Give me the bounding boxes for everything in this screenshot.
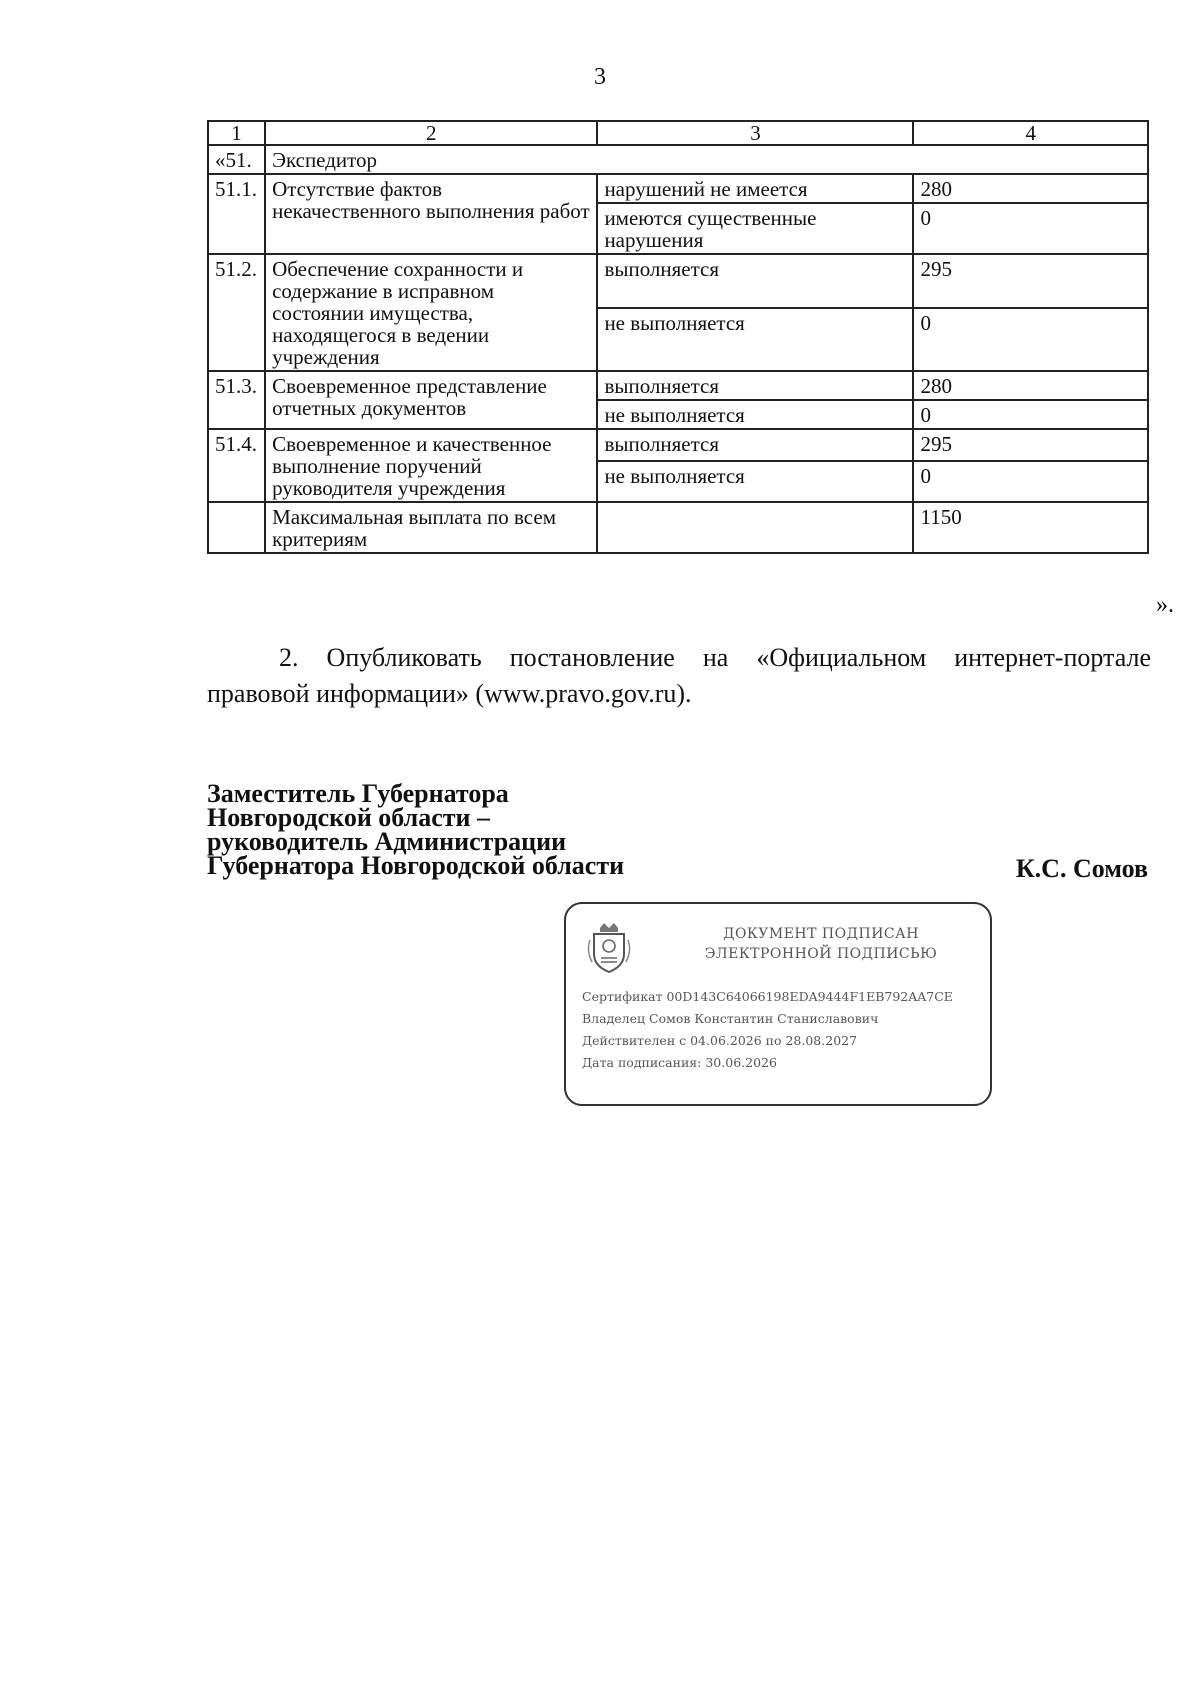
table-row [208, 174, 1148, 203]
table-row [208, 429, 1148, 461]
total-number-cell [208, 502, 265, 553]
coat-of-arms-icon [586, 920, 632, 974]
row-number: 51.4. [208, 429, 265, 502]
electronic-signature-stamp [564, 902, 992, 1106]
total-row [208, 502, 1148, 553]
signer-position-line: Губернатора Новгородской области [207, 851, 625, 880]
option-value: 0 [913, 308, 1148, 371]
stamp-certificate: Сертификат 00D143C64066198EDA9444F1EB792AA7CE [582, 989, 953, 1004]
section-title: Экспедитор [265, 145, 1148, 174]
total-empty-cell [597, 502, 913, 553]
criterion-text: Обеспечение сохранности и содержание в исправном состоянии имущества, находящегося в ведении учреждения [265, 254, 597, 371]
option-value: 280 [913, 371, 1148, 400]
signer-name: К.С. Сомов [1015, 854, 1148, 883]
section-row [208, 145, 1148, 174]
stamp-validity: Действителен с 04.06.2026 по 28.08.2027 [582, 1033, 858, 1048]
signer-position-line: Заместитель Губернатора [207, 779, 509, 808]
header-col-2: 2 [265, 121, 597, 145]
table-row [208, 371, 1148, 400]
option-label: выполняется [597, 254, 913, 308]
total-value: 1150 [913, 502, 1148, 553]
closing-quote: ». [1156, 592, 1174, 618]
option-label: не выполняется [597, 308, 913, 371]
signer-position [207, 779, 625, 880]
option-value: 295 [913, 254, 1148, 308]
option-value: 0 [913, 203, 1148, 254]
stamp-details [582, 986, 953, 1074]
stamp-title-line: ДОКУМЕНТ ПОДПИСАН [723, 926, 919, 942]
stamp-title [656, 924, 986, 964]
page-number: 3 [594, 64, 606, 90]
option-label: не выполняется [597, 461, 913, 502]
option-label: выполняется [597, 371, 913, 400]
option-label: не выполняется [597, 400, 913, 429]
header-col-4: 4 [913, 121, 1148, 145]
criterion-text: Отсутствие фактов некачественного выполнения работ [265, 174, 597, 254]
option-value: 295 [913, 429, 1148, 461]
publication-paragraph: 2. Опубликовать постановление на «Официальном интернет-портале правовой информации» (www.pravo.gov.ru). [207, 643, 1151, 708]
table-row [208, 254, 1148, 308]
stamp-owner: Владелец Сомов Константин Станиславович [582, 1011, 879, 1026]
option-value: 0 [913, 461, 1148, 502]
row-number: 51.1. [208, 174, 265, 254]
stamp-signed-date: Дата подписания: 30.06.2026 [582, 1055, 777, 1070]
total-label: Максимальная выплата по всем критериям [265, 502, 597, 553]
criterion-text: Своевременное и качественное выполнение поручений руководителя учреждения [265, 429, 597, 502]
table-header-row [208, 121, 1148, 145]
stamp-title-line: ЭЛЕКТРОННОЙ ПОДПИСЬЮ [704, 946, 938, 962]
signer-position-line: руководитель Администрации [207, 827, 567, 856]
header-col-1: 1 [208, 121, 265, 145]
option-label: имеются существенные нарушения [597, 203, 913, 254]
option-value: 0 [913, 400, 1148, 429]
signer-position-line: Новгородской области – [207, 803, 491, 832]
criteria-table [207, 120, 1149, 554]
option-label: выполняется [597, 429, 913, 461]
section-number: «51. [208, 145, 265, 174]
criterion-text: Своевременное представление отчетных документов [265, 371, 597, 429]
option-value: 280 [913, 174, 1148, 203]
header-col-3: 3 [597, 121, 913, 145]
row-number: 51.3. [208, 371, 265, 429]
row-number: 51.2. [208, 254, 265, 371]
option-label: нарушений не имеется [597, 174, 913, 203]
